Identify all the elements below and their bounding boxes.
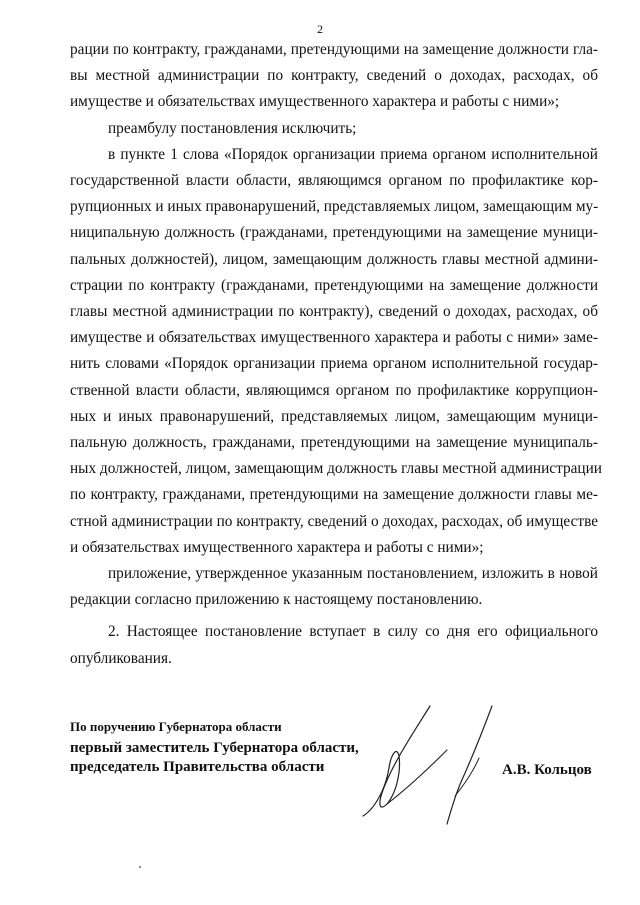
text-line: нить словами «Порядок организации приема органом исполнительной государ- xyxy=(70,355,598,373)
page-number: 2 xyxy=(317,22,323,36)
signatory-title-block xyxy=(70,718,359,777)
text-line: рупционных и иных правонарушений, представляемых лицом, замещающим му- xyxy=(70,198,599,216)
text-line: в пункте 1 слова «Порядок организации приема органом исполнительной xyxy=(108,145,598,163)
text-line: ственной власти области, являющимся органом по профилактике коррупцион- xyxy=(70,381,598,399)
text-line: редакции согласно приложению к настоящему постановлению. xyxy=(70,591,483,609)
text-line: опубликования. xyxy=(70,649,172,667)
signatory-line: По поручению Губернатора области xyxy=(70,719,282,734)
text-line: и обязательствах имущественного характера и работы с ними»; xyxy=(70,538,484,556)
text-line: по контракту, гражданами, претендующими на замещение должности главы ме- xyxy=(70,486,598,504)
text-line: вы местной администрации по контракту, сведений о доходах, расходах, об xyxy=(70,67,598,85)
handwritten-signature xyxy=(355,700,505,830)
text-line: страции по контракту (гражданами, претендующими на замещение должности xyxy=(70,276,598,294)
document-body xyxy=(70,37,602,672)
text-line: преамбулу постановления исключить; xyxy=(108,119,357,137)
text-line: ных и иных правонарушений, представляемых лицом, замещающим муници- xyxy=(70,407,598,425)
text-line: ниципальную должность (гражданами, претендующими на замещение муници- xyxy=(70,224,598,242)
signatory-name: А.В. Кольцов xyxy=(502,762,592,778)
text-line: государственной власти области, являющимся органом по профилактике кор- xyxy=(70,172,598,190)
text-line: рации по контракту, гражданами, претендующими на замещение должности гла- xyxy=(70,41,598,58)
text-line: пальных должностей), лицом, замещающим должность главы местной админи- xyxy=(70,250,598,268)
text-line: приложение, утвержденное указанным постановлением, изложить в новой xyxy=(108,565,598,583)
text-line: 2. Настоящее постановление вступает в силу со дня его официального xyxy=(108,623,598,641)
text-line: имуществе и обязательствах имущественного характера и работы с ними» заме- xyxy=(70,329,598,347)
text-line: имуществе и обязательствах имущественного характера и работы с ними»; xyxy=(70,93,560,111)
text-line: ных должностей, лицом, замещающим должность главы местной администрации xyxy=(70,460,602,478)
scan-speck xyxy=(139,866,141,868)
signatory-position: первый заместитель Губернатора области, xyxy=(70,740,359,756)
text-line: пальную должность, гражданами, претендующими на замещение муниципаль- xyxy=(70,434,598,452)
text-line: главы местной администрации по контракту), сведений о доходах, расходах, об xyxy=(70,303,598,321)
signatory-position: председатель Правительства области xyxy=(70,759,325,775)
text-line: стной администрации по контракту, сведений о доходах, расходах, об имуществе xyxy=(70,512,598,530)
